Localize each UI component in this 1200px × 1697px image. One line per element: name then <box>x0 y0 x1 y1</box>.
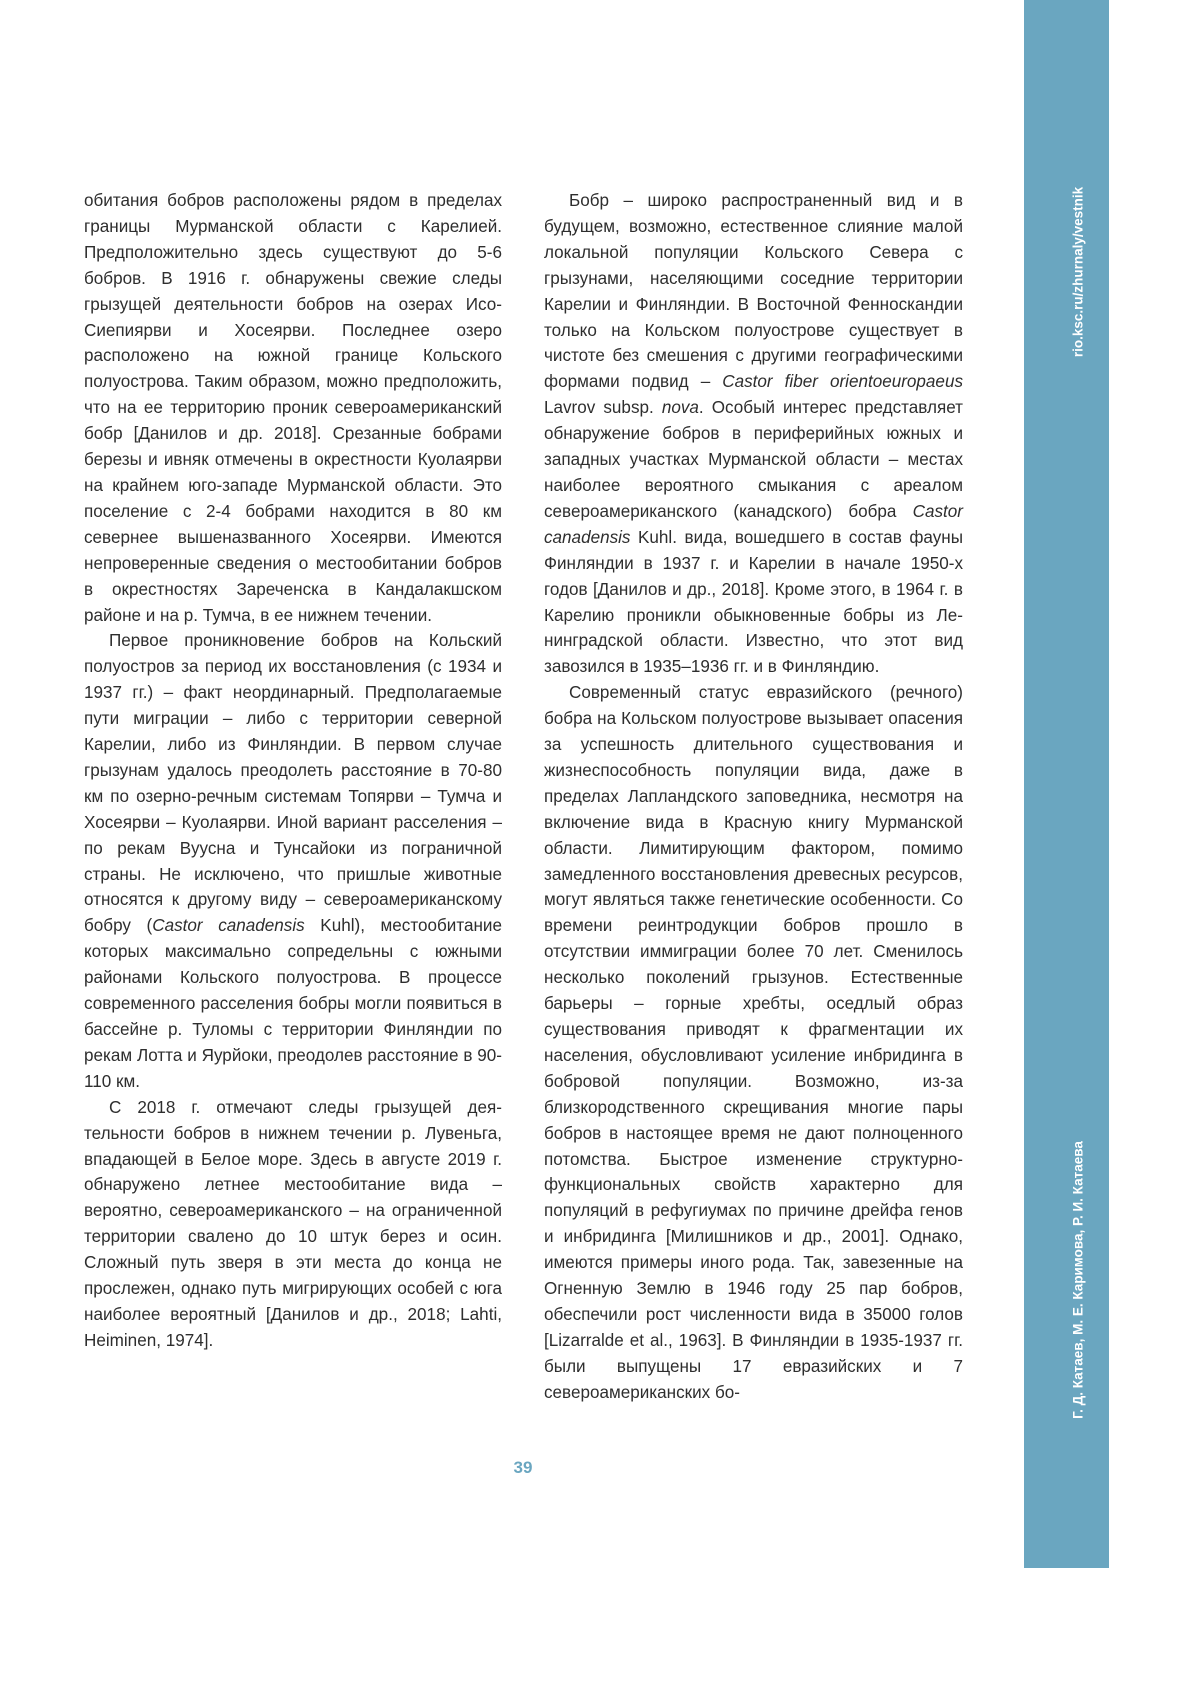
sidebar-authors-text: Г. Д. Катаев, М. Е. Каримова, Р. И. Катаева <box>1070 1141 1086 1419</box>
right-paragraph-1 <box>544 188 963 680</box>
sidebar-band <box>1024 0 1109 1568</box>
sidebar-url-text: rio.ksc.ru/zhurnaly/vestnik <box>1070 186 1086 358</box>
right-paragraph-1-text-b: Lavrov subsp. <box>544 398 662 418</box>
left-column <box>84 188 502 1354</box>
right-paragraph-2: Современный статус евразийского (речного) бобра на Кольском полуострове вызывает опасения за успешность длительного существования и жизнеспособность популяции вида, даже в пределах Лапландского заповедника, несмотря на включение вида в Красную книгу Мурманской области. Лимитирующим фактором, помимо замедленного восстановления древесных ресурсов, могут являться также генетические особенности. Со времени реинтродукции бобров прошло в отсутствии иммиграции более 70 лет. Сменилось несколько поколений грызунов. Естественные барьеры – горные хребты, оседлый образ существования приводят к фрагментации их населения, обусловливают усиление инбридинга в бобровой популяции. Возможно, из-за близкородственного скрещивания многие пары бобров в настоящее время не дают полноценного потомства. Быстрое изменение структурно-функциональных свойств характерно для популяций в рефугиумах по причине дрейфа генов и инбридинга [Милишников и др., 2001]. Однако, имеются примеры иного рода. Так, завезенные на Огненную Землю в 1946 году 25 пар бобров, обеспечили рост численности вида в 35000 голов [Lizarralde et al., 1963]. В Финляндии в 1935-1937 гг. были выпущены 17 евразийских и 7 североамериканских бо- <box>544 683 963 1402</box>
right-paragraph-1-text-c: . Особый интерес представляет обнаружение бобров в периферийных южных и западных участках Мурманской области – местах наиболее вероятного смыкания с ареалом североамериканского (канадского) бобра <box>544 398 963 521</box>
left-paragraph-2-text-b: Kuhl), местообитание которых максимально сопредельны с южными районами Кольского полуострова. В процессе современного расселения бобры могли появиться в бассейне р. Туломы с территории Финляндии по рекам Лотта и Яурйоки, преодолев расстояние в 90-110 км. <box>84 916 502 1091</box>
right-paragraph-1-italic-1: Castor fiber orientoeuropaeus <box>722 372 963 392</box>
page-number: 39 <box>513 1458 533 1477</box>
left-paragraph-1: обитания бобров расположены рядом в пределах границы Мурманской области с Карелией. Предположительно здесь существуют до 5-6 бобров. В 1916 г. обнаружены свежие следы грызущей деятельности бобров на озерах Исо-Сиепиярви и Хосеярви. Последнее озеро расположено на южной границе Кольского полуострова. Таким образом, можно предположить, что на ее территорию проник североамериканский бобр [Данилов и др. 2018]. Срезанные бобрами березы и ивняк отмечены в окрестности Куолаярви на крайнем юго-западе Мурманской области. Это поселение с 2-4 бобрами находится в 80 км севернее вышеназванного Хосеярви. Имеются непроверенные сведения о местообитании бобров в окрестностях Зареченска в Кандалакшском районе и на р. Тумча, в ее нижнем течении. <box>84 191 502 625</box>
right-paragraph-1-text-a: Бобр – широко распространенный вид и в будущем, возможно, естественное слияние малой локальной популяции Кольского Севера с грызунами, населяющими соседние территории Карелии и Финляндии. В Восточной Фенноскандии только на Кольском полуострове существует в чистоте без смешения с другими географическими формами подвид – <box>544 191 963 392</box>
left-paragraph-2-italic: Castor canadensis <box>152 916 305 936</box>
left-paragraph-2 <box>84 628 502 1094</box>
right-column <box>544 188 963 1406</box>
right-paragraph-1-text-d: Kuhl. вида, вошедшего в состав фауны Финляндии в 1937 г. и Карелии в начале 1950-х годов [Данилов и др., 2018]. Кроме этого, в 1964 г. в Карелию проникли обыкновенные бобры из Ленинградской области. Известно, что этот вид завозился в 1935–1936 гг. и в Финляндию. <box>544 527 963 677</box>
right-paragraph-1-italic-2: nova <box>661 398 699 418</box>
right-paragraph-1-italic-3: Castor canadensis <box>544 501 963 547</box>
left-paragraph-3: С 2018 г. отмечают следы грызущей деятельности бобров в нижнем течении р. Лувеньга, впадающей в Белое море. Здесь в августе 2019 г. обнаружено летнее местообитание вида – вероятно, североамериканского – на ограниченной территории свалено до 10 штук берез и осин. Сложный путь зверя в эти места до конца не прослежен, однако путь мигрирующих особей с юга наиболее вероятный [Данилов и др., 2018; Lahti, Heiminen, 1974]. <box>84 1097 502 1350</box>
left-paragraph-2-text-a: Первое проникновение бобров на Кольский полуостров за период их восстановления (с 1934 и 1937 гг.) – факт неординарный. Предполагаемые пути миграции – либо с территории северной Карелии, либо из Финляндии. В первом случае грызунам удалось преодолеть расстояние в 70-80 км по озерно-речным системам Топярви – Тумча и Хосеярви – Куолаярви. Иной вариант расселения – по рекам Вуусна и Тунсайоки из пограничной страны. Не исключено, что пришлые животные относятся к другому виду – североамериканскому бобру ( <box>84 631 502 936</box>
